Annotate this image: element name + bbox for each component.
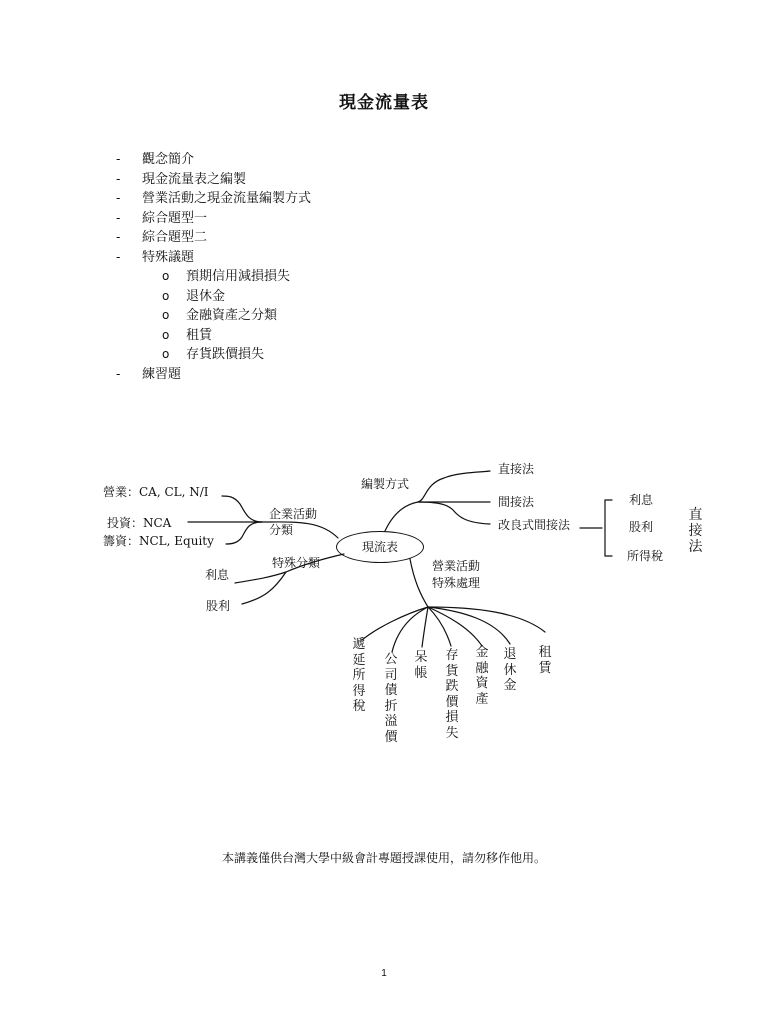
outline-item-label: 綜合題型一 [142, 210, 208, 226]
page-title: 現金流量表 [339, 93, 429, 113]
branch-line [222, 496, 262, 522]
activity-classification-label: 分類 [269, 523, 294, 537]
financing-activity-label: 籌資：NCL, Equity [103, 534, 214, 548]
direct-method-vertical-label: 直接法 [688, 507, 703, 555]
operating-special-label: 特殊處理 [432, 576, 481, 590]
special-classification-label: 特殊分類 [272, 556, 321, 570]
bracket-item-income-tax: 所得稅 [627, 549, 664, 563]
branch-line [410, 559, 428, 607]
mind-map-center-node: 現流表 [336, 531, 424, 563]
outline-item-label: 特殊議題 [142, 249, 195, 265]
dash-bullet: - [116, 230, 121, 245]
dividend-label: 股利 [206, 599, 231, 613]
dash-bullet: - [116, 191, 121, 206]
dash-bullet: - [116, 152, 121, 167]
bad-debt-branch-label: 呆帳 [414, 650, 428, 681]
outline-item-label: 練習題 [142, 366, 182, 382]
page-number: 1 [381, 968, 387, 979]
circle-bullet: o [162, 269, 170, 283]
bracket-line [605, 500, 612, 556]
operating-activity-label: 營業：CA, CL, N/I [103, 485, 209, 499]
circle-bullet: o [162, 308, 170, 322]
outline-subitem-label: 預期信用減損損失 [186, 269, 291, 284]
outline-subitem-label: 租賃 [186, 327, 213, 343]
bracket-item-interest: 利息 [629, 493, 654, 507]
activity-classification-label: 企業活動 [269, 507, 318, 521]
outline-item-label: 現金流量表之編製 [142, 171, 247, 187]
interest-label: 利息 [205, 568, 230, 582]
branch-line [242, 572, 286, 604]
circle-bullet: o [162, 327, 170, 342]
inventory-writedown-branch-label: 存貨跌價損失 [445, 648, 459, 741]
circle-bullet: o [162, 347, 170, 361]
outline-subitem-label: 金融資產之分類 [186, 308, 278, 323]
investing-activity-label: 投資：NCA [107, 516, 172, 530]
dash-bullet: - [116, 210, 121, 226]
outline-item-label: 營業活動之現金流量編製方式 [142, 191, 312, 206]
deferred-tax-branch-label: 遞延所得稅 [352, 637, 366, 714]
outline-subitem-label: 存貨跌價損失 [186, 347, 265, 362]
lease-branch-label: 租賃 [538, 645, 552, 676]
outline-subitem-label: 退休金 [186, 288, 226, 304]
dash-bullet: - [116, 171, 121, 187]
financial-assets-branch-label: 金融資產 [475, 645, 489, 707]
branch-line [428, 607, 545, 632]
dash-bullet: - [116, 249, 121, 265]
branch-line [422, 607, 428, 647]
branch-line [362, 607, 428, 640]
footer-note: 本講義僅供台灣大學中級會計專題授課使用，請勿移作他用。 [221, 851, 546, 865]
preparation-method-label: 編製方式 [361, 477, 410, 491]
circle-bullet: o [162, 288, 170, 303]
bracket-item-dividend: 股利 [629, 520, 654, 534]
dash-bullet: - [116, 366, 121, 382]
bond-premium-branch-label: 公司債折溢價 [384, 652, 398, 745]
operating-special-label: 營業活動 [432, 559, 481, 573]
direct-method-label: 直接法 [498, 462, 535, 476]
pension-branch-label: 退休金 [503, 647, 517, 693]
modified-indirect-method-label: 改良式間接法 [498, 518, 571, 532]
branch-line [226, 522, 262, 544]
outline-item-label: 綜合題型二 [142, 230, 208, 245]
branch-line [418, 502, 490, 524]
branch-line [428, 607, 482, 646]
outline-item-label: 觀念簡介 [142, 152, 195, 167]
indirect-method-label: 間接法 [498, 495, 535, 509]
